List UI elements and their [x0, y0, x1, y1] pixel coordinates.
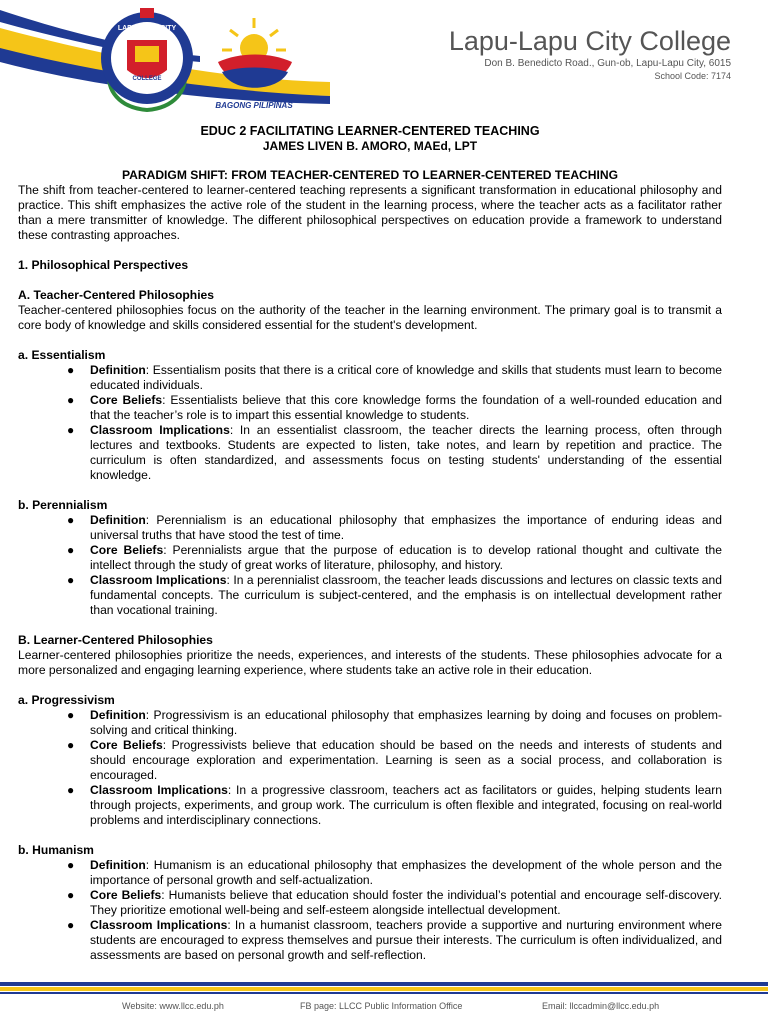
item-label: Core Beliefs: [90, 393, 163, 407]
list-item: [67, 393, 722, 423]
college-seal-icon: [101, 8, 193, 110]
section-learner-centered-text: Learner-centered philosophies prioritize the needs, experiences, and interests of the students. These philosophies advocate for a more personalized and engaging learning experience, where students take an active role in their education.: [18, 648, 722, 677]
bullet-icon: ●: [67, 423, 75, 437]
bullet-icon: ●: [67, 888, 75, 902]
list-item: [67, 708, 722, 738]
college-name: Lapu-Lapu City College: [448, 26, 731, 56]
topic-title: PARADIGM SHIFT: FROM TEACHER-CENTERED TO LEARNER-CENTERED TEACHING: [121, 168, 619, 182]
college-address: Don B. Benedicto Road., Gun-ob, Lapu-Lapu City, 6015: [484, 58, 731, 69]
section-philosophical-perspectives: 1. Philosophical Perspectives: [18, 258, 189, 272]
item-text: : In a humanist classroom, teachers provide a supportive and nurturing environment where students are encouraged to express themselves and pursue their interests. The curriculum is often individualized, and assessments are based on personal growth and self-reflection.: [90, 918, 722, 962]
item-text: : Humanism is an educational philosophy that emphasizes the development of the whole person and the importance of personal growth and self-actualization.: [90, 858, 722, 887]
bagong-pilipinas-logo-icon: [218, 18, 292, 88]
list-item: [67, 738, 722, 783]
humanism-heading: b. Humanism: [18, 843, 94, 857]
section-teacher-centered-heading: A. Teacher-Centered Philosophies: [18, 288, 215, 302]
item-text: : In a perennialist classroom, the teacher leads discussions and lectures on classic texts and fundamental concepts. The curriculum is subject-centered, and the emphasis is on intellectual development rather than vocational training.: [90, 573, 722, 617]
item-label: Definition: [90, 708, 146, 722]
list-item: [67, 423, 722, 483]
bagong-pilipinas-text: BAGONG PILIPINAS: [215, 101, 293, 110]
item-label: Definition: [90, 513, 146, 527]
item-label: Core Beliefs: [90, 888, 162, 902]
bullet-icon: ●: [67, 918, 75, 932]
item-label: Definition: [90, 363, 146, 377]
bullet-icon: ●: [67, 783, 75, 797]
essentialism-list: [18, 363, 722, 483]
bullet-icon: ●: [67, 513, 75, 527]
humanism-list: [18, 858, 722, 963]
list-item: [67, 858, 722, 888]
footer-email[interactable]: Email: llccadmin@llcc.edu.ph: [542, 1001, 660, 1011]
bullet-icon: ●: [67, 543, 75, 557]
perennialism-heading: b. Perennialism: [18, 498, 108, 512]
bullet-icon: ●: [67, 738, 75, 752]
item-text: : In a progressive classroom, teachers act as facilitators or guides, helping students learn through projects, experiments, and group work. The curriculum is often flexible and integrated, focusing on real-world problems and interdisciplinary connections.: [90, 783, 722, 827]
essentialism-heading: a. Essentialism: [18, 348, 106, 362]
progressivism-heading: a. Progressivism: [18, 693, 115, 707]
seal-text-bottom: COLLEGE: [132, 76, 162, 82]
list-item: [67, 783, 722, 828]
section-learner-centered-heading: B. Learner-Centered Philosophies: [18, 633, 213, 647]
item-text: : Essentialists believe that this core knowledge forms the foundation of a well-rounded education and that the teacher’s role is to impart this essential knowledge to students.: [90, 393, 722, 422]
list-item: [67, 918, 722, 963]
bullet-icon: ●: [67, 858, 75, 872]
list-item: [67, 888, 722, 918]
item-label: Core Beliefs: [90, 543, 164, 557]
author-name: JAMES LIVEN B. AMORO, MAEd, LPT: [262, 139, 478, 153]
item-label: Classroom Implications: [90, 783, 228, 797]
item-label: Core Beliefs: [90, 738, 163, 752]
list-item: [67, 573, 722, 618]
item-label: Classroom Implications: [90, 423, 230, 437]
list-item: [67, 363, 722, 393]
intro-paragraph: The shift from teacher-centered to learner-centered teaching represents a significant transformation in educational philosophy and practice. This shift emphasizes the active role of the student in the learning process, where the teacher acts as a facilitator rather than a mere transmitter of knowledge. The different philosophical perspectives on education provide a framework to understand these contrasting approaches.: [18, 183, 722, 242]
letterhead: [0, 0, 768, 125]
bullet-icon: ●: [67, 573, 75, 587]
item-text: : Perennialism is an educational philosophy that emphasizes the importance of enduring ideas and universal truths that have stood the test of time.: [90, 513, 722, 542]
item-text: : Perennialists argue that the purpose of education is to develop rational thought and cultivate the intellect through the study of great works of literature, philosophy, and history.: [90, 543, 722, 572]
item-label: Classroom Implications: [90, 573, 227, 587]
school-code: School Code: 7174: [654, 71, 731, 81]
perennialism-list: [18, 513, 722, 618]
list-item: [67, 513, 722, 543]
bullet-icon: ●: [67, 393, 75, 407]
course-title: EDUC 2 FACILITATING LEARNER-CENTERED TEACHING: [200, 124, 540, 138]
letterhead-graphics: [0, 0, 768, 125]
item-label: Definition: [90, 858, 146, 872]
progressivism-list: [18, 708, 722, 828]
footer-fb-page[interactable]: FB page: LLCC Public Information Office: [300, 1001, 463, 1011]
bullet-icon: ●: [67, 363, 75, 377]
item-text: : Progressivism is an educational philosophy that emphasizes learning by doing and focuses on problem-solving and critical thinking.: [90, 708, 722, 737]
item-text: : Progressivists believe that education should be based on the needs and interests of students and should encourage exploration and experimentation. Learning is seen as a social process, and collaboration is encouraged.: [90, 738, 722, 782]
item-text: : In an essentialist classroom, the teacher directs the learning process, often through lectures and textbooks. Students are expected to listen, take notes, and learn by repetition and practice. The curriculum is often standardized, and assessments focus on testing students' understanding of the essential knowledge.: [90, 423, 722, 482]
section-teacher-centered-text: Teacher-centered philosophies focus on the authority of the teacher in the learning environment. The primary goal is to transmit a core body of knowledge and skills considered essential for the student's development.: [18, 303, 722, 332]
seal-year: 2010: [140, 88, 154, 94]
seal-text-top: LAPU-LAPU CITY: [117, 25, 177, 32]
list-item: [67, 543, 722, 573]
item-text: : Essentialism posits that there is a critical core of knowledge and skills that students must learn to become educated individuals.: [90, 363, 722, 392]
document-body: [18, 124, 722, 963]
item-label: Classroom Implications: [90, 918, 228, 932]
bullet-icon: ●: [67, 708, 75, 722]
item-text: : Humanists believe that education should foster the individual’s potential and encourage self-discovery. They prioritize emotional well-being and self-esteem alongside intellectual development.: [90, 888, 722, 917]
footer-website[interactable]: Website: www.llcc.edu.ph: [122, 1001, 224, 1011]
